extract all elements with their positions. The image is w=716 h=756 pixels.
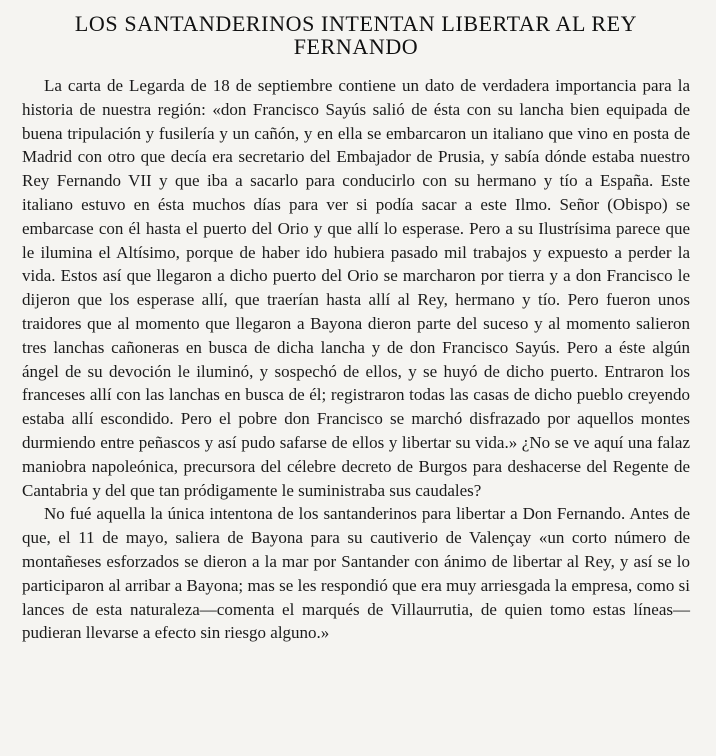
- article-title: LOS SANTANDERINOS INTENTAN LIBERTAR AL REY FERNANDO: [74, 11, 638, 59]
- article-body: [22, 74, 690, 645]
- paragraph-1: La carta de Legarda de 18 de septiembre contiene un dato de verdadera importancia para la historia de nuestra región: «don Francisco Sayús salió de ésta con su lancha bien equipada de buena tripulación y fusilería y un cañón, y en ella se embarcaron un italiano que vino en posta de Madrid con otro que decía era secretario del Embajador de Prusia, y sabía dónde estaba nuestro Rey Fernando VII y que iba a sacarlo para conducirlo con su hermano y tío a España. Este italiano estuvo en ésta muchos días para ver si podía sacar a este Ilmo. Señor (Obispo) se embarcase con él hasta el puerto del Orio y que allí lo esperase. Pero a su Ilustrísima parece que le ilumina el Altísimo, porque de haber ido hubiera pasado mil trabajos y expuesto a perder la vida. Estos así que llegaron a dicho puerto del Orio se marcharon por tierra y a don Francisco le dijeron que los esperase allí, que traerían hasta allí al Rey, hermano y tío. Pero fueron unos traidores que al momento que llegaron a Bayona dieron parte del suceso y al momento salieron tres lanchas cañoneras en busca de dicha lancha y de don Francisco Sayús. Pero a éste algún ángel de su devoción le iluminó, y sospechó de ellos, y se huyó de dicho puerto. Entraron los franceses allí con las lanchas en busca de él; registraron todas las casas de dicho pueblo creyendo estaba allí escondido. Pero el pobre don Francisco se marchó disfrazado por aquellos montes durmiendo entre peñascos y así pudo safarse de ellos y libertar su vida.» ¿No se ve aquí una falaz maniobra napoleónica, precursora del célebre decreto de Burgos para deshacerse del Regente de Cantabria y del que tan pródigamente le suministraba sus caudales?: [22, 76, 690, 500]
- paragraph-2: No fué aquella la única intentona de los santanderinos para libertar a Don Fernando. Antes de que, el 11 de mayo, saliera de Bayona para su cautiverio de Valençay «un corto número de montañeses esforzados se dieron a la mar por Santander con ánimo de libertar al Rey, y así se lo participaron al arribar a Bayona; mas se les respondió que era muy arriesgada la empresa, como si lances de esta naturaleza—comenta el marqués de Villaurrutia, de quien tomo estas líneas—pudieran llevarse a efecto sin riesgo alguno.»: [22, 504, 690, 643]
